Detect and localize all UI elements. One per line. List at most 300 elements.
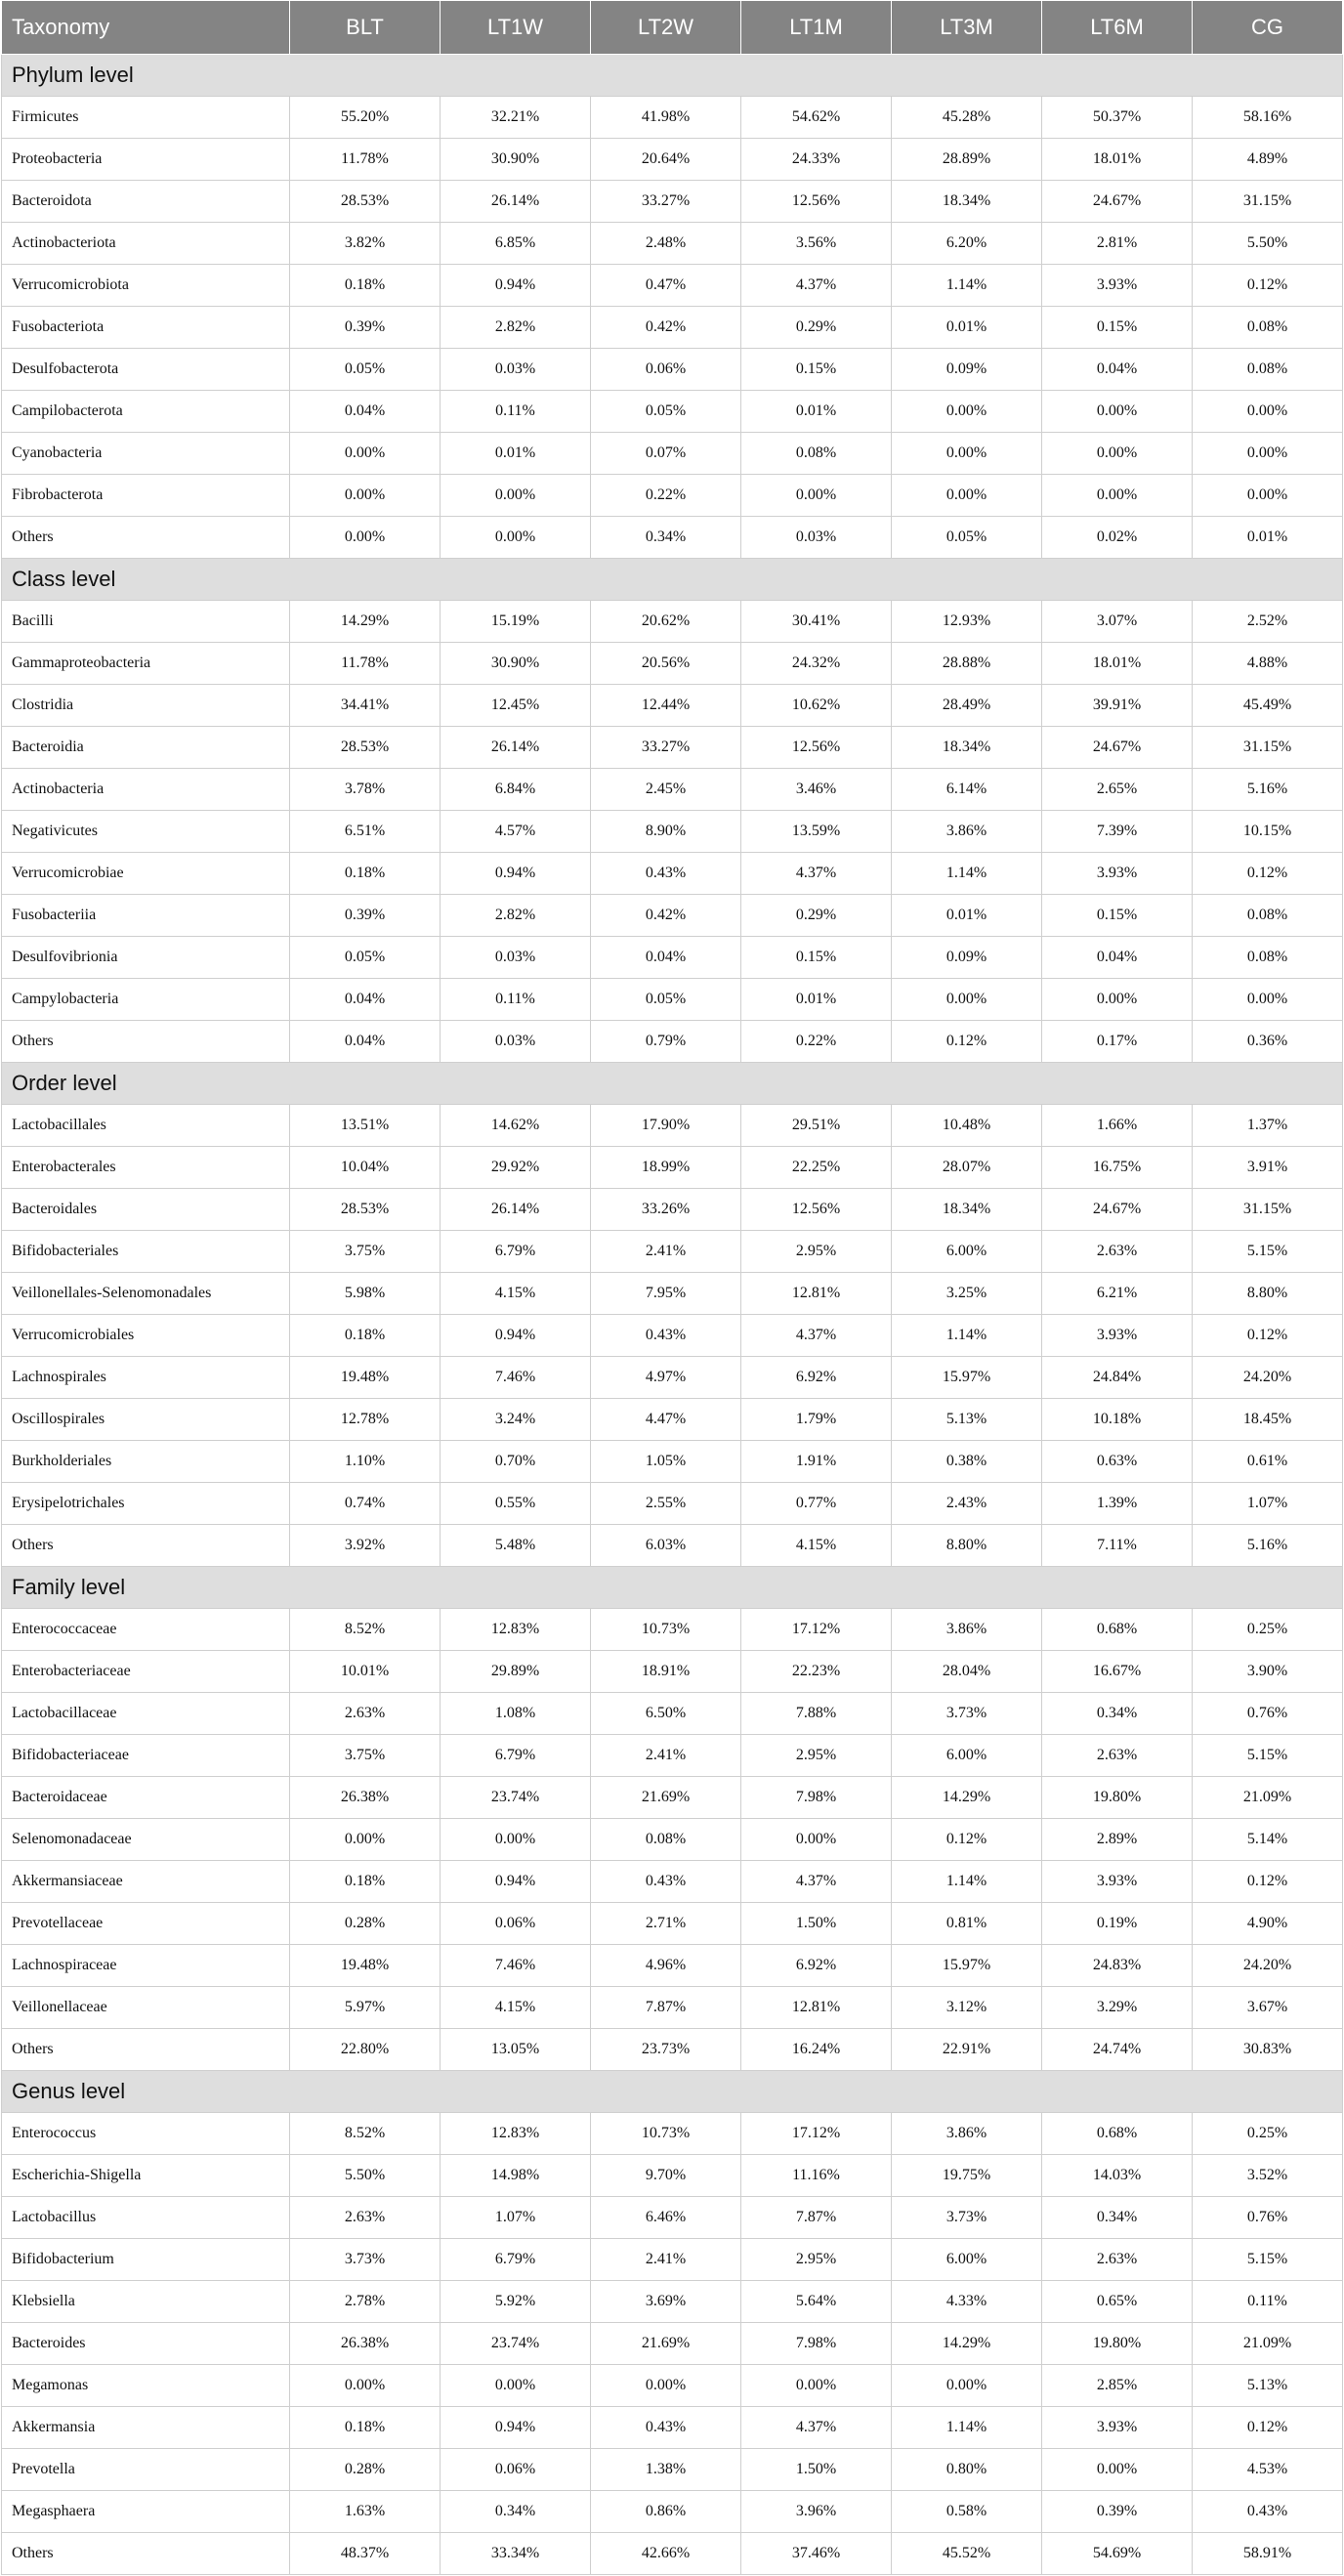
taxon-name-cell: Campilobacterota (2, 391, 290, 433)
abundance-cell: 4.15% (441, 1273, 591, 1315)
abundance-cell: 3.75% (290, 1231, 441, 1273)
abundance-cell: 1.14% (892, 1315, 1042, 1357)
abundance-cell: 2.48% (591, 223, 741, 265)
abundance-cell: 4.37% (741, 853, 892, 895)
abundance-cell: 0.25% (1193, 2113, 1343, 2155)
table-row (2, 223, 1343, 265)
table-row (2, 2323, 1343, 2365)
abundance-cell: 33.27% (591, 727, 741, 769)
abundance-cell: 31.15% (1193, 727, 1343, 769)
abundance-cell: 0.12% (1193, 853, 1343, 895)
abundance-cell: 3.56% (741, 223, 892, 265)
abundance-cell: 6.50% (591, 1693, 741, 1735)
abundance-cell: 10.73% (591, 2113, 741, 2155)
table-row (2, 727, 1343, 769)
abundance-cell: 2.55% (591, 1483, 741, 1525)
table-row (2, 1693, 1343, 1735)
table-row (2, 685, 1343, 727)
abundance-cell: 2.81% (1042, 223, 1193, 265)
abundance-cell: 2.41% (591, 1231, 741, 1273)
abundance-cell: 0.00% (1193, 433, 1343, 475)
abundance-cell: 0.43% (1193, 2491, 1343, 2533)
abundance-cell: 29.92% (441, 1147, 591, 1189)
taxon-name-cell: Campylobacteria (2, 979, 290, 1021)
abundance-cell: 0.79% (591, 1021, 741, 1063)
abundance-cell: 0.18% (290, 265, 441, 307)
abundance-cell: 0.29% (741, 307, 892, 349)
abundance-cell: 0.03% (441, 1021, 591, 1063)
taxon-name-cell: Veillonellales-Selenomonadales (2, 1273, 290, 1315)
table-row (2, 97, 1343, 139)
abundance-cell: 2.63% (1042, 1231, 1193, 1273)
abundance-cell: 7.39% (1042, 811, 1193, 853)
abundance-cell: 0.28% (290, 2449, 441, 2491)
abundance-cell: 3.24% (441, 1399, 591, 1441)
table-row (2, 307, 1343, 349)
abundance-cell: 0.11% (441, 391, 591, 433)
abundance-cell: 4.47% (591, 1399, 741, 1441)
abundance-cell: 2.63% (1042, 1735, 1193, 1777)
abundance-cell: 0.03% (741, 517, 892, 559)
abundance-cell: 0.03% (441, 349, 591, 391)
abundance-cell: 34.41% (290, 685, 441, 727)
abundance-cell: 1.08% (441, 1693, 591, 1735)
abundance-cell: 0.00% (741, 475, 892, 517)
abundance-cell: 4.89% (1193, 139, 1343, 181)
abundance-cell: 0.70% (441, 1441, 591, 1483)
abundance-cell: 4.37% (741, 265, 892, 307)
taxon-name-cell: Enterococcaceae (2, 1609, 290, 1651)
abundance-cell: 8.80% (1193, 1273, 1343, 1315)
taxon-name-cell: Burkholderiales (2, 1441, 290, 1483)
abundance-cell: 12.45% (441, 685, 591, 727)
abundance-cell: 8.52% (290, 2113, 441, 2155)
taxon-name-cell: Lachnospiraceae (2, 1945, 290, 1987)
abundance-cell: 0.07% (591, 433, 741, 475)
abundance-cell: 17.90% (591, 1105, 741, 1147)
table-row (2, 1399, 1343, 1441)
abundance-cell: 12.83% (441, 1609, 591, 1651)
abundance-cell: 33.27% (591, 181, 741, 223)
abundance-cell: 12.83% (441, 2113, 591, 2155)
abundance-cell: 4.97% (591, 1357, 741, 1399)
abundance-cell: 10.62% (741, 685, 892, 727)
abundance-cell: 0.42% (591, 307, 741, 349)
abundance-cell: 48.37% (290, 2533, 441, 2575)
abundance-cell: 0.43% (591, 2407, 741, 2449)
abundance-cell: 0.25% (1193, 1609, 1343, 1651)
abundance-cell: 12.44% (591, 685, 741, 727)
abundance-cell: 28.53% (290, 1189, 441, 1231)
section-row (2, 559, 1343, 601)
abundance-cell: 21.69% (591, 1777, 741, 1819)
header-lt3m: LT3M (892, 1, 1042, 55)
abundance-cell: 7.98% (741, 1777, 892, 1819)
taxon-name-cell: Others (2, 1525, 290, 1567)
abundance-cell: 0.74% (290, 1483, 441, 1525)
abundance-cell: 3.12% (892, 1987, 1042, 2029)
abundance-cell: 0.94% (441, 1315, 591, 1357)
abundance-cell: 6.85% (441, 223, 591, 265)
abundance-cell: 3.25% (892, 1273, 1042, 1315)
abundance-cell: 0.86% (591, 2491, 741, 2533)
abundance-cell: 1.14% (892, 2407, 1042, 2449)
abundance-cell: 4.37% (741, 1861, 892, 1903)
abundance-cell: 3.86% (892, 811, 1042, 853)
taxon-name-cell: Bifidobacterium (2, 2239, 290, 2281)
table-row (2, 769, 1343, 811)
abundance-cell: 20.64% (591, 139, 741, 181)
abundance-cell: 0.94% (441, 853, 591, 895)
abundance-cell: 0.02% (1042, 517, 1193, 559)
abundance-cell: 0.00% (290, 2365, 441, 2407)
table-row (2, 1903, 1343, 1945)
table-row (2, 475, 1343, 517)
abundance-cell: 8.80% (892, 1525, 1042, 1567)
abundance-cell: 5.14% (1193, 1819, 1343, 1861)
abundance-cell: 0.15% (1042, 307, 1193, 349)
abundance-cell: 0.12% (892, 1819, 1042, 1861)
abundance-cell: 6.00% (892, 1231, 1042, 1273)
abundance-cell: 16.75% (1042, 1147, 1193, 1189)
abundance-cell: 0.06% (441, 2449, 591, 2491)
abundance-cell: 1.50% (741, 1903, 892, 1945)
abundance-cell: 39.91% (1042, 685, 1193, 727)
abundance-cell: 0.19% (1042, 1903, 1193, 1945)
taxon-name-cell: Lachnospirales (2, 1357, 290, 1399)
abundance-cell: 16.67% (1042, 1651, 1193, 1693)
section-title: Order level (2, 1063, 1343, 1105)
abundance-cell: 9.70% (591, 2155, 741, 2197)
abundance-cell: 0.80% (892, 2449, 1042, 2491)
abundance-cell: 2.52% (1193, 601, 1343, 643)
abundance-cell: 0.01% (741, 979, 892, 1021)
table-row (2, 979, 1343, 1021)
abundance-cell: 10.01% (290, 1651, 441, 1693)
abundance-cell: 28.88% (892, 643, 1042, 685)
abundance-cell: 0.09% (892, 349, 1042, 391)
section-title: Genus level (2, 2071, 1343, 2113)
abundance-cell: 0.05% (290, 349, 441, 391)
abundance-cell: 3.92% (290, 1525, 441, 1567)
abundance-cell: 0.94% (441, 265, 591, 307)
abundance-cell: 0.00% (1193, 475, 1343, 517)
abundance-cell: 0.01% (892, 895, 1042, 937)
abundance-cell: 5.13% (892, 1399, 1042, 1441)
taxon-name-cell: Bacteroidales (2, 1189, 290, 1231)
abundance-cell: 15.97% (892, 1357, 1042, 1399)
abundance-cell: 1.79% (741, 1399, 892, 1441)
abundance-cell: 3.73% (892, 1693, 1042, 1735)
abundance-cell: 6.84% (441, 769, 591, 811)
abundance-cell: 6.14% (892, 769, 1042, 811)
abundance-cell: 1.10% (290, 1441, 441, 1483)
abundance-cell: 33.34% (441, 2533, 591, 2575)
abundance-cell: 0.01% (892, 307, 1042, 349)
abundance-cell: 22.25% (741, 1147, 892, 1189)
table-row (2, 2365, 1343, 2407)
table-row (2, 1819, 1343, 1861)
abundance-cell: 45.28% (892, 97, 1042, 139)
abundance-cell: 8.90% (591, 811, 741, 853)
taxon-name-cell: Oscillospirales (2, 1399, 290, 1441)
section-title: Family level (2, 1567, 1343, 1609)
taxon-name-cell: Verrucomicrobiota (2, 265, 290, 307)
abundance-cell: 16.24% (741, 2029, 892, 2071)
abundance-cell: 0.00% (290, 475, 441, 517)
abundance-cell: 1.37% (1193, 1105, 1343, 1147)
abundance-cell: 0.00% (1193, 979, 1343, 1021)
abundance-cell: 21.09% (1193, 1777, 1343, 1819)
abundance-cell: 5.15% (1193, 2239, 1343, 2281)
abundance-cell: 0.39% (1042, 2491, 1193, 2533)
abundance-cell: 1.14% (892, 1861, 1042, 1903)
abundance-cell: 2.71% (591, 1903, 741, 1945)
abundance-cell: 2.41% (591, 2239, 741, 2281)
taxon-name-cell: Megamonas (2, 2365, 290, 2407)
abundance-cell: 4.90% (1193, 1903, 1343, 1945)
abundance-cell: 1.39% (1042, 1483, 1193, 1525)
abundance-cell: 13.51% (290, 1105, 441, 1147)
abundance-cell: 7.88% (741, 1693, 892, 1735)
taxon-name-cell: Others (2, 2029, 290, 2071)
abundance-cell: 2.85% (1042, 2365, 1193, 2407)
table-row (2, 2197, 1343, 2239)
abundance-cell: 1.05% (591, 1441, 741, 1483)
abundance-cell: 2.43% (892, 1483, 1042, 1525)
abundance-cell: 3.93% (1042, 265, 1193, 307)
table-row (2, 2239, 1343, 2281)
abundance-cell: 1.91% (741, 1441, 892, 1483)
abundance-cell: 3.46% (741, 769, 892, 811)
abundance-cell: 5.16% (1193, 1525, 1343, 1567)
taxon-name-cell: Klebsiella (2, 2281, 290, 2323)
abundance-cell: 0.36% (1193, 1021, 1343, 1063)
abundance-cell: 50.37% (1042, 97, 1193, 139)
abundance-cell: 0.00% (892, 979, 1042, 1021)
abundance-cell: 0.00% (741, 1819, 892, 1861)
abundance-cell: 0.08% (1193, 895, 1343, 937)
abundance-cell: 12.81% (741, 1987, 892, 2029)
abundance-cell: 3.93% (1042, 2407, 1193, 2449)
abundance-cell: 23.73% (591, 2029, 741, 2071)
abundance-cell: 0.58% (892, 2491, 1042, 2533)
abundance-cell: 1.07% (441, 2197, 591, 2239)
abundance-cell: 14.29% (892, 2323, 1042, 2365)
abundance-cell: 4.15% (441, 1987, 591, 2029)
abundance-cell: 2.95% (741, 2239, 892, 2281)
taxon-name-cell: Desulfovibrionia (2, 937, 290, 979)
abundance-cell: 4.15% (741, 1525, 892, 1567)
abundance-cell: 6.92% (741, 1357, 892, 1399)
taxon-name-cell: Prevotellaceae (2, 1903, 290, 1945)
abundance-cell: 4.96% (591, 1945, 741, 1987)
abundance-cell: 15.19% (441, 601, 591, 643)
abundance-cell: 3.67% (1193, 1987, 1343, 2029)
abundance-cell: 0.68% (1042, 1609, 1193, 1651)
abundance-cell: 12.78% (290, 1399, 441, 1441)
header-blt: BLT (290, 1, 441, 55)
abundance-cell: 13.59% (741, 811, 892, 853)
abundance-cell: 0.81% (892, 1903, 1042, 1945)
abundance-cell: 0.12% (1193, 265, 1343, 307)
taxon-name-cell: Verrucomicrobiales (2, 1315, 290, 1357)
taxon-name-cell: Akkermansia (2, 2407, 290, 2449)
abundance-cell: 0.04% (1042, 349, 1193, 391)
abundance-cell: 6.79% (441, 1231, 591, 1273)
abundance-cell: 0.00% (892, 433, 1042, 475)
table-row (2, 2281, 1343, 2323)
abundance-cell: 13.05% (441, 2029, 591, 2071)
abundance-cell: 0.34% (441, 2491, 591, 2533)
table-row (2, 2113, 1343, 2155)
abundance-cell: 2.89% (1042, 1819, 1193, 1861)
table-row (2, 1231, 1343, 1273)
abundance-cell: 2.45% (591, 769, 741, 811)
abundance-cell: 3.73% (290, 2239, 441, 2281)
abundance-cell: 32.21% (441, 97, 591, 139)
abundance-cell: 0.15% (1042, 895, 1193, 937)
abundance-cell: 26.38% (290, 2323, 441, 2365)
abundance-cell: 0.00% (290, 433, 441, 475)
table-row (2, 1735, 1343, 1777)
abundance-cell: 45.52% (892, 2533, 1042, 2575)
table-row (2, 265, 1343, 307)
taxon-name-cell: Firmicutes (2, 97, 290, 139)
abundance-cell: 0.43% (591, 853, 741, 895)
abundance-cell: 0.65% (1042, 2281, 1193, 2323)
abundance-cell: 0.04% (591, 937, 741, 979)
taxon-name-cell: Bacteroidaceae (2, 1777, 290, 1819)
abundance-cell: 11.16% (741, 2155, 892, 2197)
abundance-cell: 29.89% (441, 1651, 591, 1693)
abundance-cell: 0.00% (741, 2365, 892, 2407)
table-row (2, 1273, 1343, 1315)
abundance-cell: 18.34% (892, 181, 1042, 223)
abundance-cell: 17.12% (741, 1609, 892, 1651)
abundance-cell: 6.20% (892, 223, 1042, 265)
taxon-name-cell: Lactobacillales (2, 1105, 290, 1147)
abundance-cell: 0.08% (1193, 349, 1343, 391)
abundance-cell: 0.08% (741, 433, 892, 475)
header-lt1m: LT1M (741, 1, 892, 55)
taxon-name-cell: Clostridia (2, 685, 290, 727)
abundance-cell: 0.00% (1042, 979, 1193, 1021)
abundance-cell: 14.29% (892, 1777, 1042, 1819)
abundance-cell: 0.04% (1042, 937, 1193, 979)
abundance-cell: 2.63% (1042, 2239, 1193, 2281)
taxon-name-cell: Fusobacteriia (2, 895, 290, 937)
abundance-cell: 0.18% (290, 2407, 441, 2449)
abundance-cell: 3.90% (1193, 1651, 1343, 1693)
abundance-cell: 0.43% (591, 1861, 741, 1903)
section-row (2, 55, 1343, 97)
abundance-cell: 2.95% (741, 1735, 892, 1777)
taxon-name-cell: Escherichia-Shigella (2, 2155, 290, 2197)
abundance-cell: 0.29% (741, 895, 892, 937)
abundance-cell: 2.63% (290, 1693, 441, 1735)
table-row (2, 1189, 1343, 1231)
abundance-cell: 1.14% (892, 265, 1042, 307)
abundance-cell: 4.88% (1193, 643, 1343, 685)
table-row (2, 853, 1343, 895)
abundance-cell: 23.74% (441, 2323, 591, 2365)
abundance-cell: 0.00% (1042, 391, 1193, 433)
abundance-cell: 23.74% (441, 1777, 591, 1819)
taxon-name-cell: Bifidobacteriales (2, 1231, 290, 1273)
table-row (2, 517, 1343, 559)
abundance-cell: 0.76% (1193, 1693, 1343, 1735)
abundance-cell: 4.33% (892, 2281, 1042, 2323)
table-row (2, 1105, 1343, 1147)
abundance-cell: 0.34% (1042, 1693, 1193, 1735)
abundance-cell: 12.56% (741, 1189, 892, 1231)
abundance-cell: 2.63% (290, 2197, 441, 2239)
abundance-cell: 7.87% (741, 2197, 892, 2239)
abundance-cell: 20.56% (591, 643, 741, 685)
taxon-name-cell: Actinobacteria (2, 769, 290, 811)
table-row (2, 1861, 1343, 1903)
section-title: Phylum level (2, 55, 1343, 97)
abundance-cell: 28.04% (892, 1651, 1042, 1693)
abundance-cell: 6.03% (591, 1525, 741, 1567)
abundance-cell: 10.48% (892, 1105, 1042, 1147)
abundance-cell: 0.00% (1042, 475, 1193, 517)
abundance-cell: 26.38% (290, 1777, 441, 1819)
abundance-cell: 6.46% (591, 2197, 741, 2239)
table-row (2, 139, 1343, 181)
abundance-cell: 58.91% (1193, 2533, 1343, 2575)
taxon-name-cell: Enterobacteriaceae (2, 1651, 290, 1693)
taxon-name-cell: Negativicutes (2, 811, 290, 853)
abundance-cell: 10.73% (591, 1609, 741, 1651)
abundance-cell: 5.48% (441, 1525, 591, 1567)
abundance-cell: 24.33% (741, 139, 892, 181)
abundance-cell: 0.03% (441, 937, 591, 979)
abundance-cell: 0.00% (892, 475, 1042, 517)
abundance-cell: 0.00% (441, 1819, 591, 1861)
abundance-cell: 0.15% (741, 349, 892, 391)
table-row (2, 1021, 1343, 1063)
abundance-cell: 3.29% (1042, 1987, 1193, 2029)
abundance-cell: 0.28% (290, 1903, 441, 1945)
abundance-cell: 18.91% (591, 1651, 741, 1693)
table-row (2, 1483, 1343, 1525)
abundance-cell: 0.42% (591, 895, 741, 937)
table-row (2, 181, 1343, 223)
abundance-cell: 0.39% (290, 307, 441, 349)
taxon-name-cell: Others (2, 1021, 290, 1063)
abundance-cell: 2.65% (1042, 769, 1193, 811)
section-title: Class level (2, 559, 1343, 601)
abundance-cell: 0.18% (290, 1315, 441, 1357)
abundance-cell: 0.18% (290, 853, 441, 895)
abundance-cell: 22.23% (741, 1651, 892, 1693)
abundance-cell: 22.91% (892, 2029, 1042, 2071)
abundance-cell: 4.37% (741, 2407, 892, 2449)
abundance-cell: 0.05% (591, 391, 741, 433)
table-row (2, 1987, 1343, 2029)
abundance-cell: 18.34% (892, 1189, 1042, 1231)
table-body (2, 55, 1343, 2575)
taxon-name-cell: Actinobacteriota (2, 223, 290, 265)
abundance-cell: 3.86% (892, 2113, 1042, 2155)
abundance-cell: 21.09% (1193, 2323, 1343, 2365)
abundance-cell: 11.78% (290, 643, 441, 685)
abundance-cell: 24.67% (1042, 1189, 1193, 1231)
abundance-cell: 0.11% (1193, 2281, 1343, 2323)
taxon-name-cell: Enterobacterales (2, 1147, 290, 1189)
